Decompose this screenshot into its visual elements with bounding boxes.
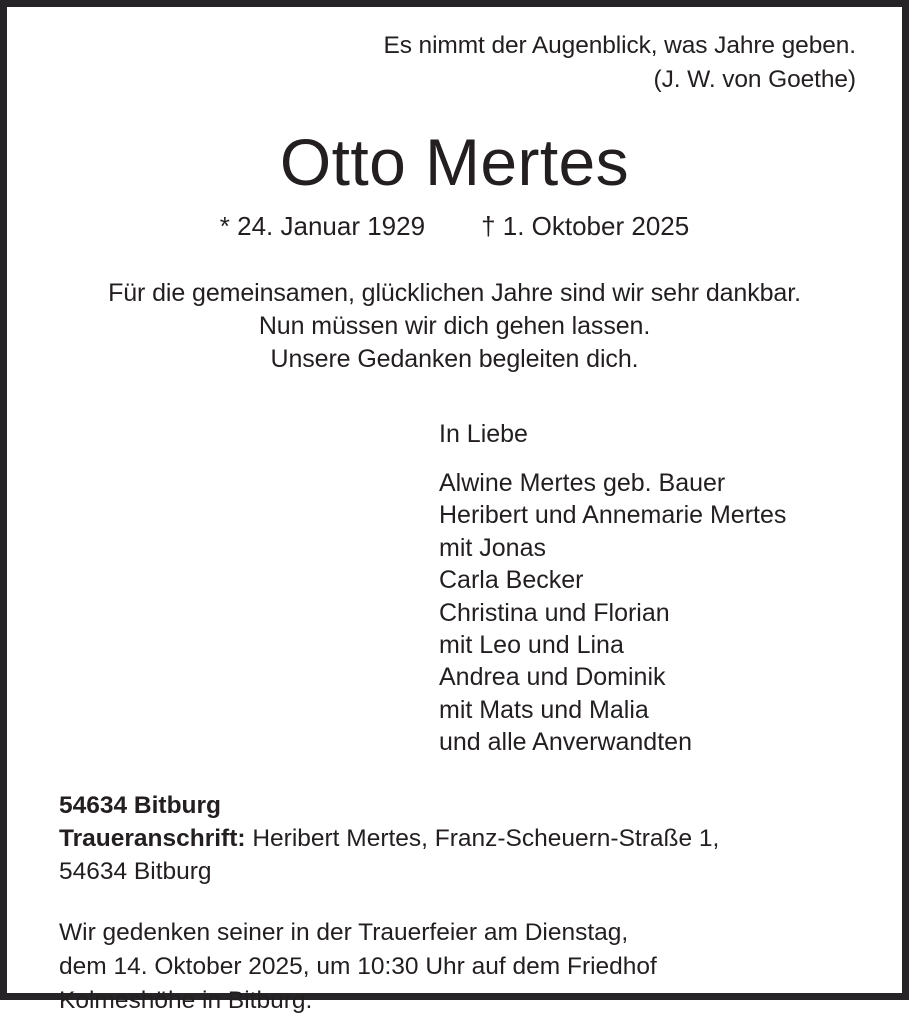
signature-name: Carla Becker [439, 566, 584, 595]
signature-intro: In Liebe [439, 420, 528, 448]
condolence-verse [45, 277, 864, 376]
signature-name: Alwine Mertes geb. Bauer [439, 469, 726, 497]
deceased-name: Otto Mertes [279, 125, 630, 199]
quote-attribution: (J. W. von Goethe) [653, 66, 856, 93]
birth-date: * 24. Januar 1929 [219, 211, 426, 241]
mourning-address-city: 54634 Bitburg [59, 857, 212, 885]
signature-name: Heribert und Annemarie Mertes [439, 501, 787, 530]
service-line-3: Kolmeshöhe in Bitburg. [59, 986, 313, 1014]
quote-text: Es nimmt der Augenblick, was Jahre geben. [383, 32, 856, 59]
signature-block [45, 418, 864, 759]
verse-line-3: Unsere Gedanken begleiten dich. [270, 345, 639, 373]
quote-block [45, 7, 864, 97]
address-city: 54634 Bitburg [59, 791, 222, 819]
signature-name: mit Mats und Malia [439, 695, 649, 724]
address-block [45, 789, 864, 888]
verse-line-1: Für die gemeinsamen, glücklichen Jahre sind wir sehr dankbar. [108, 279, 801, 307]
death-date: † 1. Oktober 2025 [481, 211, 690, 241]
service-line-2: dem 14. Oktober 2025, um 10:30 Uhr auf dem Friedhof [59, 952, 657, 980]
mourning-address-contact: Heribert Mertes, Franz-Scheuern-Straße 1, [245, 824, 720, 852]
life-dates [45, 209, 864, 243]
signature-name: Christina und Florian [439, 598, 670, 627]
service-block [45, 916, 864, 1018]
service-line-1: Wir gedenken seiner in der Trauerfeier am Dienstag, [59, 918, 629, 946]
verse-line-2: Nun müssen wir dich gehen lassen. [258, 312, 651, 340]
signature-name: mit Leo und Lina [439, 631, 624, 660]
mourning-address [59, 822, 864, 855]
signature-name: und alle Anverwandten [439, 728, 692, 757]
signature-name: mit Jonas [439, 533, 546, 562]
notice-content [7, 7, 902, 1014]
mourning-address-label: Traueranschrift: [59, 824, 246, 852]
signature-name: Andrea und Dominik [439, 663, 666, 692]
